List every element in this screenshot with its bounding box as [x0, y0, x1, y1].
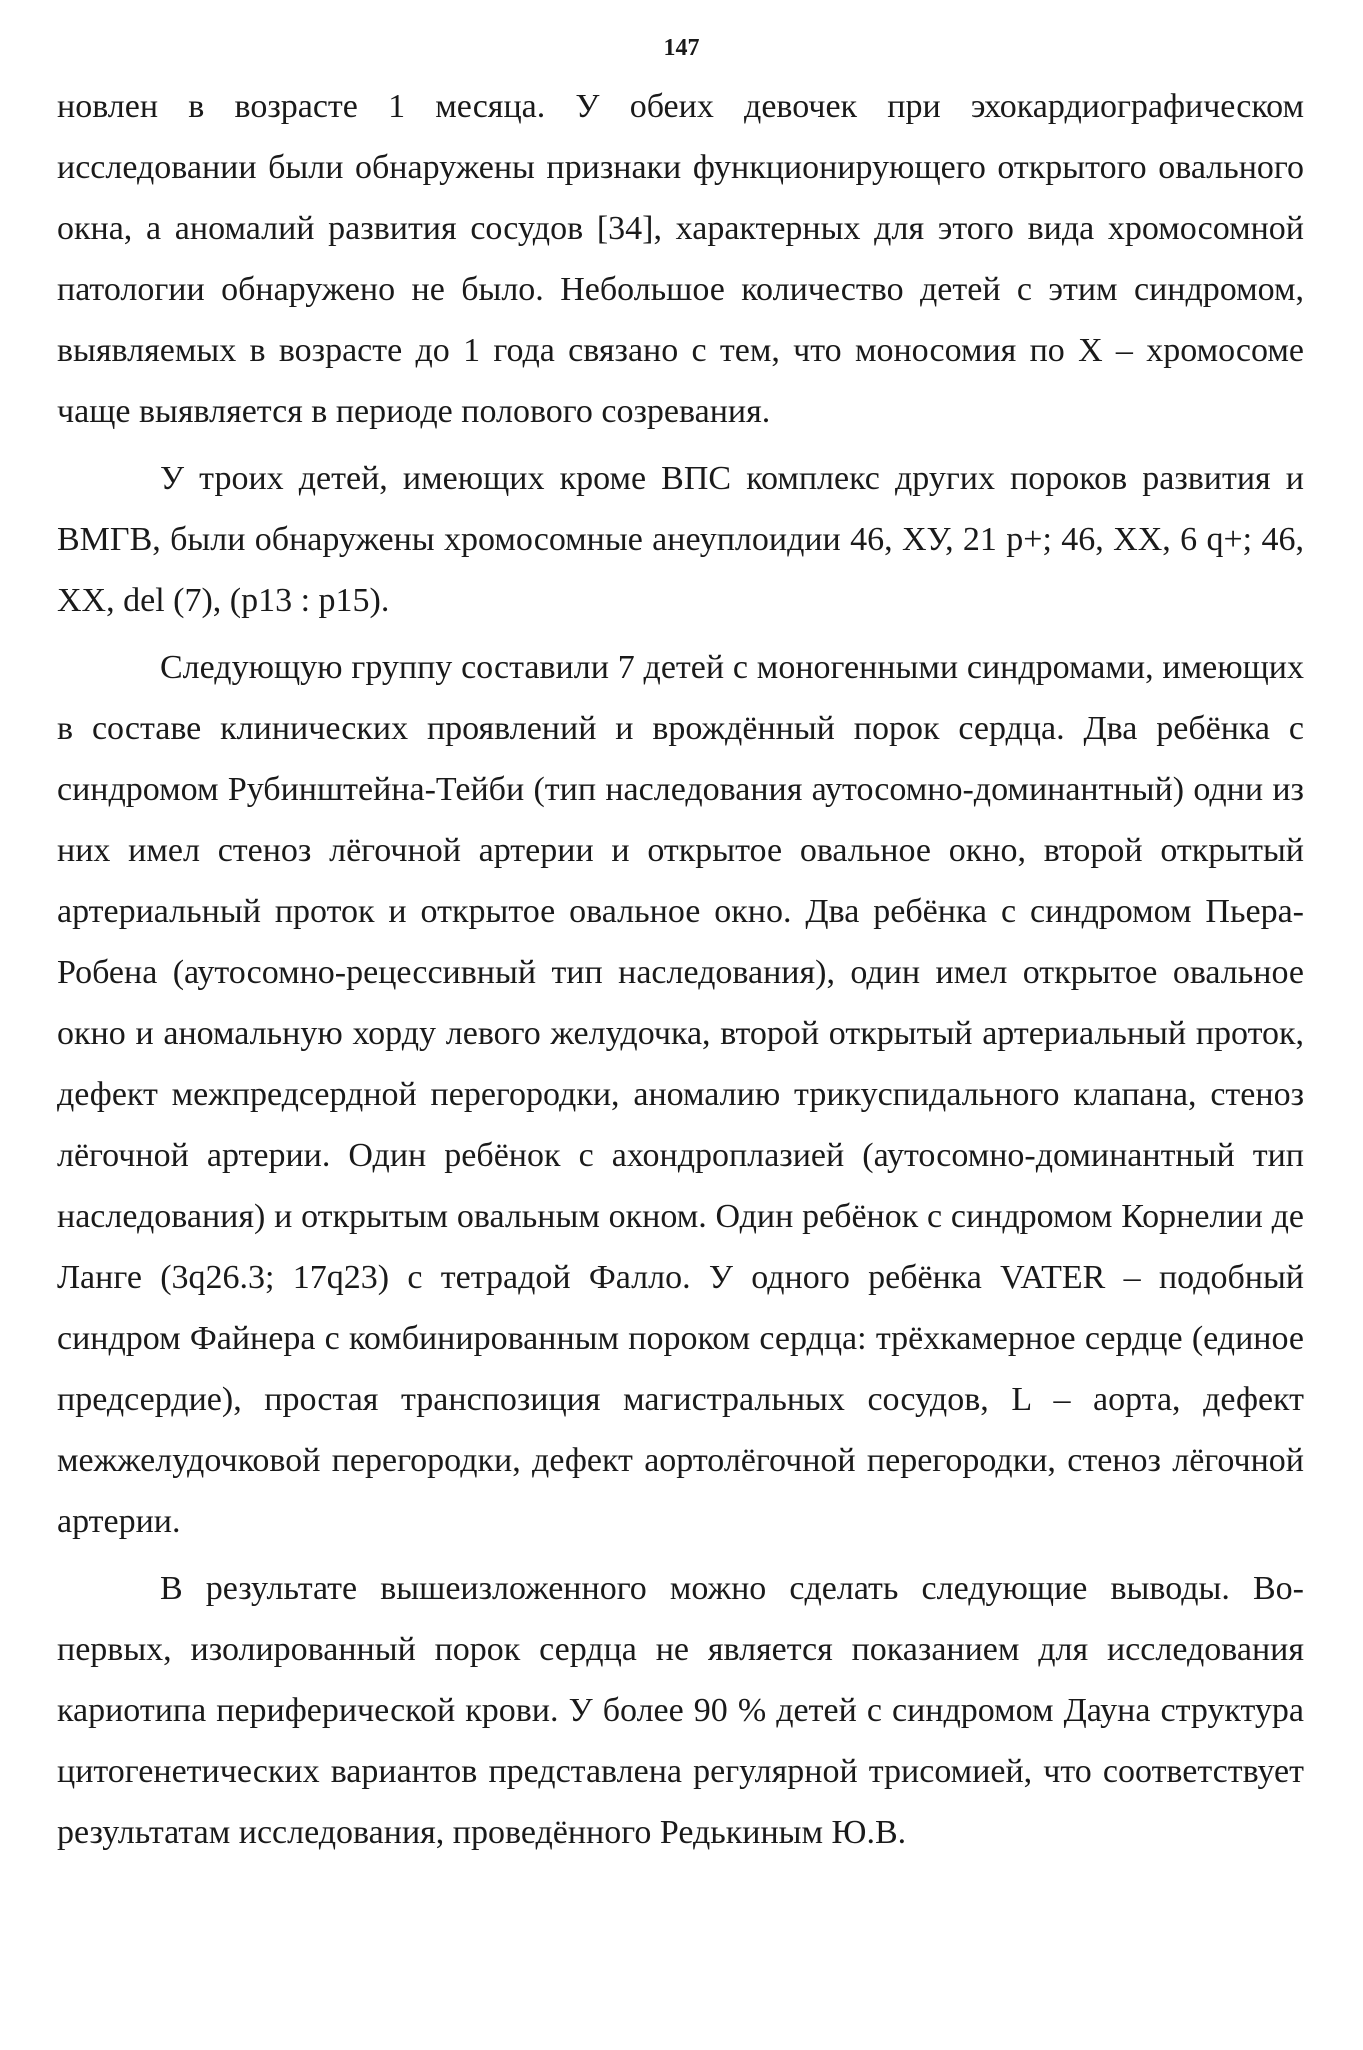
page-number: 147: [663, 35, 700, 61]
paragraph-4: В результате вышеизложенного можно сделать следующие выводы. Во-первых, изолированный порок сердца не является показанием для исследования кариотипа периферической крови. У более 90 % детей с синдромом Дауна структура цитогенетических вариантов представлена регулярной трисомией, что соответствует результатам исследования, проведённого Редькиным Ю.В.: [57, 1570, 1304, 1851]
body-text: [57, 76, 1304, 1863]
paragraph-1: новлен в возрасте 1 месяца. У обеих девочек при эхокардиографическом исследовании были обнаружены признаки функционирующего открытого овального окна, а аномалий развития сосудов [34], характерных для этого вида хромосомной патологии обнаружено не было. Небольшое количество детей с этим синдромом, выявляемых в возрасте до 1 года связано с тем, что моносомия по Х – хромосоме чаще выявляется в периоде полового созревания.: [57, 88, 1304, 430]
paragraph-3: Следующую группу составили 7 детей с моногенными синдромами, имеющих в составе клинических проявлений и врождённый порок сердца. Два ребёнка с синдромом Рубинштейна-Тейби (тип наследования аутосомно-доминантный) одни из них имел стеноз лёгочной артерии и открытое овальное окно, второй открытый артериальный проток и открытое овальное окно. Два ребёнка с синдромом Пьера-Робена (аутосомно-рецессивный тип наследования), один имел открытое овальное окно и аномальную хорду левого желудочка, второй открытый артериальный проток, дефект межпредсердной перегородки, аномалию трикуспидального клапана, стеноз лёгочной артерии. Один ребёнок с ахондроплазией (аутосомно-доминантный тип наследования) и открытым овальным окном. Один ребёнок с синдромом Корнелии де Ланге (3q26.3; 17q23) с тетрадой Фалло. У одного ребёнка VATER – подобный синдром Файнера с комбинированным пороком сердца: трёхкамерное сердце (единое предсердие), простая транспозиция магистральных сосудов, L – аорта, дефект межжелудочковой перегородки, дефект аортолёгочной перегородки, стеноз лёгочной артерии.: [57, 649, 1304, 1540]
paragraph-2: У троих детей, имеющих кроме ВПС комплекс других пороков развития и ВМГВ, были обнаружены хромосомные анеуплоидии 46, ХУ, 21 р+; 46, ХХ, 6 q+; 46, XX, del (7), (p13 : p15).: [57, 460, 1304, 619]
